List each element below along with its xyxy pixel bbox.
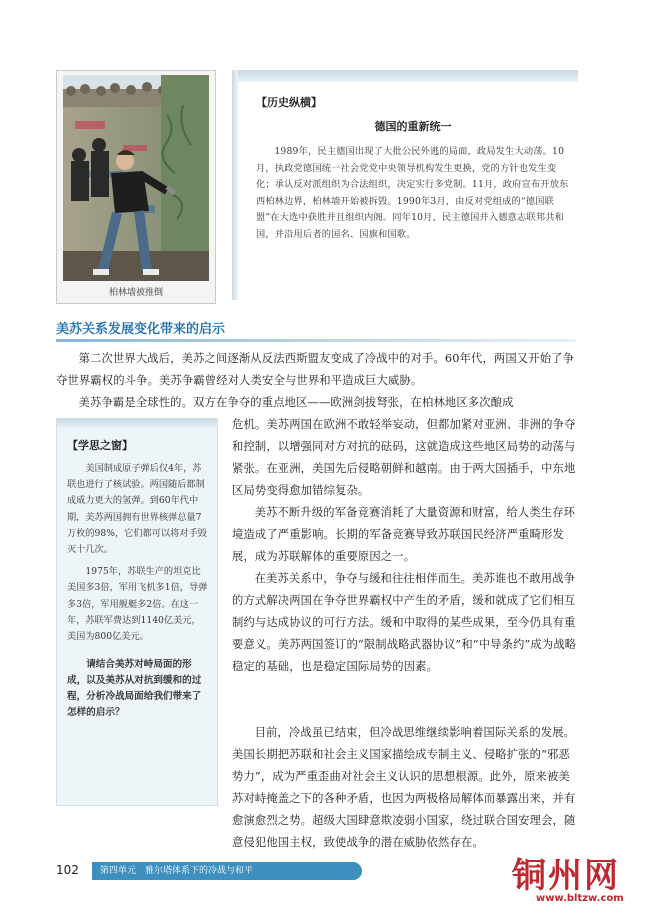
- berlin-wall-photo: [63, 75, 209, 281]
- section-underline: [56, 339, 576, 342]
- history-panel-left-border: [232, 70, 238, 300]
- history-panel-top-band: [232, 70, 578, 82]
- section-title: 美苏关系发展变化带来的启示: [56, 322, 226, 337]
- body-paragraph-2-cont: 危机。美苏两国在欧洲不敢轻举妄动，但都加紧对亚洲、非洲的争夺和控制，以增强同对方对抗的砝码，这就造成这些地区局势的动荡与紧张。在亚洲，美国先后侵略朝鲜和越南。由于两大国插手，中东地区局势变得愈加错综复杂。: [232, 418, 576, 497]
- body-paragraph-2-start: 美苏争霸是全球性的。双方在争夺的重点地区——欧洲剑拔弩张，在柏林地区多次酿成: [78, 396, 514, 409]
- footer-unit-text: 第四单元 雅尔塔体系下的冷战与和平: [100, 866, 254, 876]
- study-sidebar-top-band: [57, 419, 217, 429]
- study-sidebar: [56, 418, 218, 806]
- study-sidebar-text-1: 美国制成原子弹后仅4年，苏联也进行了核试验。两国随后都制成威力更大的氢弹。到60年代中期，美苏两国拥有世界核弹总量7万枚的98%，它们都可以将对手毁灭十几次。: [67, 463, 207, 556]
- body-paragraph-4: 在美苏关系中，争夺与缓和往往相伴而生。美苏谁也不敢用战争的方式解决两国在争夺世界霸权中产生的矛盾，缓和就成了它们相互制约与达成协议的可行方法。缓和中取得的某些成果，至今仍具有重要意义。美苏两国签订的“限制战略武器协议”和“中导条约”成为战略稳定的基础，也是稳定国际局势的因素。: [232, 572, 577, 673]
- history-panel-heading: 【历史纵横】: [256, 96, 322, 109]
- study-sidebar-heading: 【学思之窗】: [67, 439, 133, 452]
- body-paragraph-1: 第二次世界大战后，美苏之间逐渐从反法西斯盟友变成了冷战中的对手。60年代，两国又开始了争夺世界霸权的斗争。美苏争霸曾经对人类安全与世界和平造成巨大威胁。: [56, 352, 575, 387]
- history-panel-text: 1989年，民主德国出现了大批公民外逃的局面，政局发生大动荡。10月，执政党德国统一社会党党中央领导机构发生更换，党的方针也发生变化；承认反对派组织为合法组织，决定实行多党制。11月，政府宣布开放东西柏林边界，柏林墙开始被拆毁。1990年3月，由反对党组成的“德国联盟”在大选中获胜并且组织内阁。同年10月，民主德国并入德意志联邦共和国，并沿用后者的国名、国旗和国歌。: [256, 146, 569, 240]
- page-number: 102: [56, 863, 79, 877]
- watermark-logo: 铜州网: [512, 856, 620, 896]
- history-panel: [232, 70, 578, 300]
- study-sidebar-question: 请结合美苏对峙局面的形成，以及美苏从对抗到缓和的过程，分析冷战局面给我们带来了怎样的启示？: [67, 659, 202, 719]
- photo-figure: [56, 70, 216, 304]
- photo-caption: 柏林墙被推倒: [108, 288, 163, 298]
- body-paragraph-5: 目前，冷战虽已结束，但冷战思维继续影响着国际关系的发展。美国长期把苏联和社会主义国家描绘成专制主义、侵略扩张的“邪恶势力”，成为严重歪曲对社会主义认识的思想根源。此外，原来被美苏对峙掩盖之下的各种矛盾，也因为两极格局解体而暴露出来，并有愈演愈烈之势。超级大国肆意欺凌弱小国家，绕过联合国安理会，随意侵犯他国主权，致使战争的潜在威胁依然存在。: [232, 726, 576, 849]
- watermark-url: www.bltzw.com: [536, 893, 624, 904]
- history-panel-title: 德国的重新统一: [374, 120, 452, 133]
- study-sidebar-text-2: 1975年，苏联生产的坦克比美国多3倍，军用飞机多1倍，导弹多3倍，军用舰艇多2倍。在这一年，苏联军费达到1140亿美元，美国为800亿美元。: [67, 566, 208, 643]
- body-paragraph-3: 美苏不断升级的军备竞赛消耗了大量资源和财富，给人类生存环境造成了严重影响。长期的军备竞赛导致苏联国民经济严重畸形发展，成为苏联解体的重要原因之一。: [232, 506, 576, 563]
